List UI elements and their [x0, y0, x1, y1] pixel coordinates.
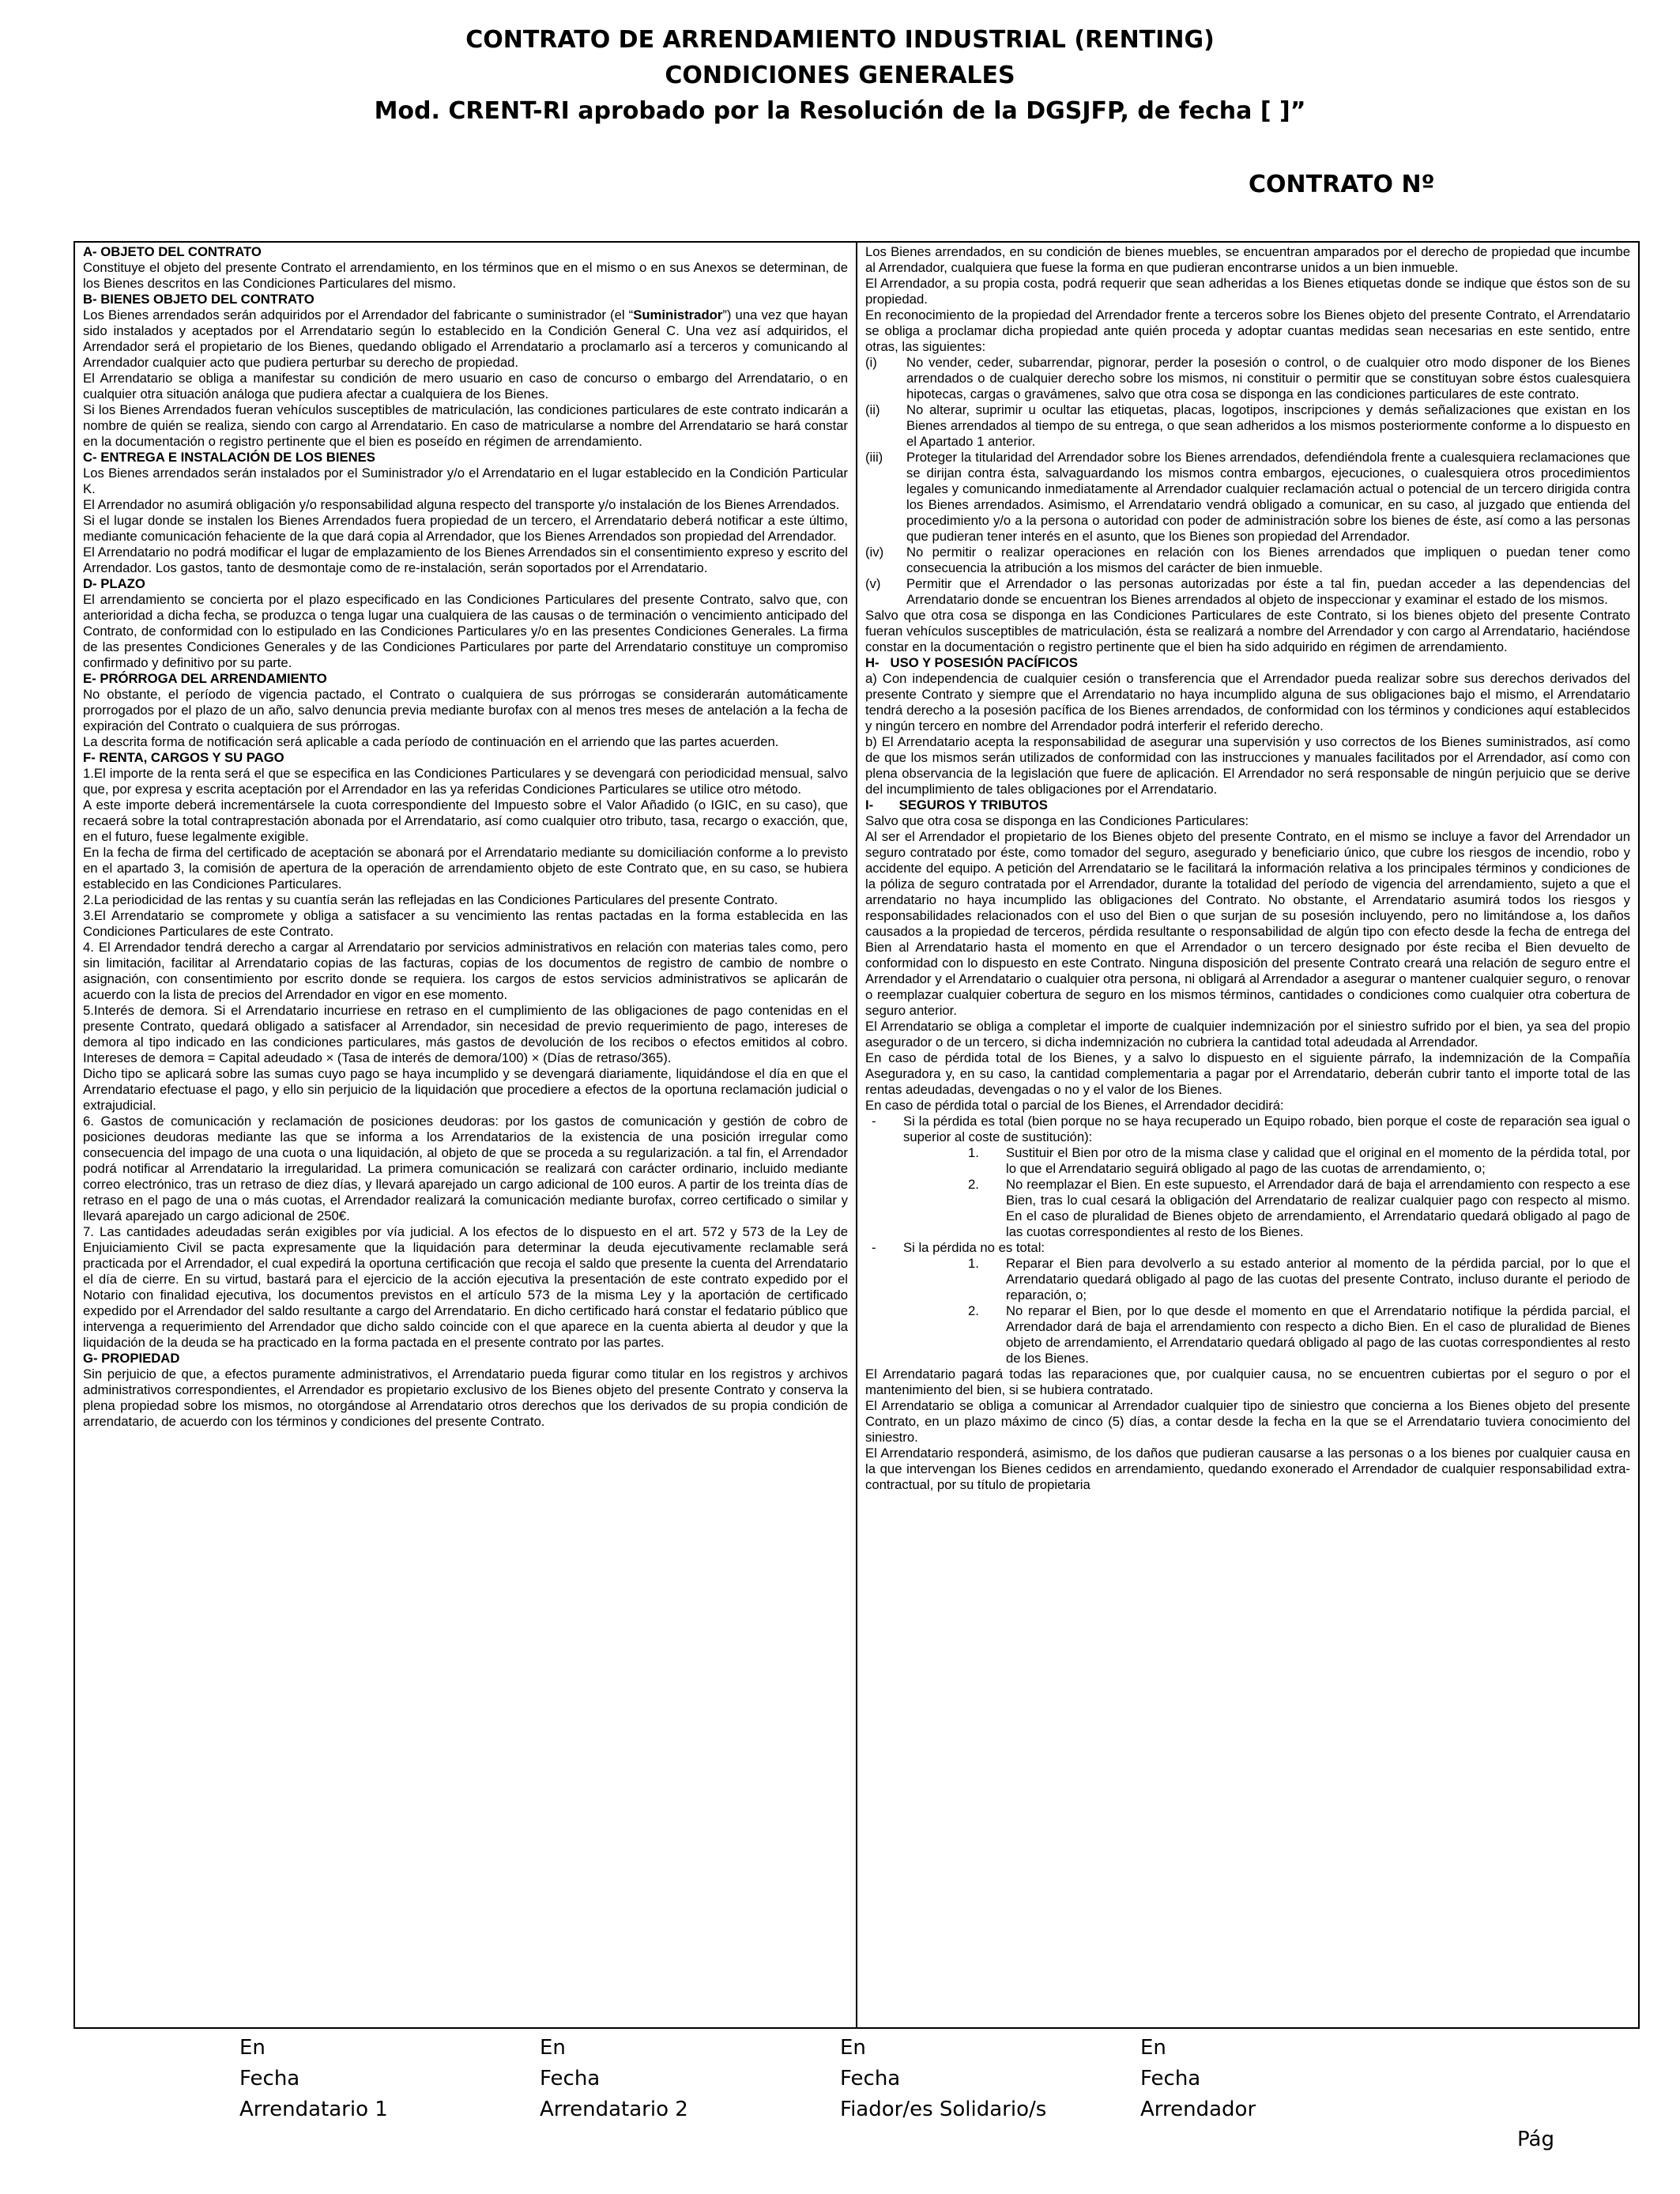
- paragraph: En reconocimiento de la propiedad del Arrendador frente a terceros sobre los Bienes objeto del presente Contrato, el Arrendatario se obliga a proclamar dicha propiedad ante quién proceda y adoptar cuantas medidas sean necesarias en este sentido, entre otras, las siguientes:: [865, 307, 1630, 354]
- text-run: Los Bienes arrendados serán adquiridos por el Arrendador del fabricante o suministrador (el “: [83, 307, 634, 322]
- section-d-title: D- PLAZO: [83, 576, 145, 591]
- paragraph: Los Bienes arrendados serán instalados por el Suministrador y/o el Arrendatario en el lugar establecido en la Condición Particular K.: [83, 466, 848, 496]
- paragraph: El Arrendador, a su propia costa, podrá requerir que sean adheridas a los Bienes etiquetas donde se indique que éstos son de su propiedad.: [865, 276, 1630, 307]
- list-item: [865, 545, 1630, 576]
- list-item-label: (iii): [865, 450, 883, 465]
- list-item-label: (v): [865, 576, 881, 591]
- document-title: CONTRATO DE ARRENDAMIENTO INDUSTRIAL (RENTING): [465, 26, 1215, 54]
- paragraph: 7. Las cantidades adeudadas serán exigibles por vía judicial. A los efectos de lo dispuesto en el art. 572 y 573 de la Ley de Enjuiciamiento Civil se pacta expresamente que la liquidación para determinar la deuda ejecutivamente reclamable será practicada por el Arrendador, el cual expedirá la oportuna certificación que recoja el saldo que presente la cuenta del Arrendatario el día de cierre. En su virtud, bastará para el ejercicio de la acción ejecutiva la presentación de este contrato expedido por el Notario con finalidad ejecutiva, los documentos previstos en el artículo 573 de la misma Ley y la aportación de certificado expedido por el Arrendador del saldo resultante a cargo del Arrendatario. En dicho certificado hará constar el fedatario público que intervenga a requerimiento del Arrendador que dicho saldo coincide con el que aparece en la cuenta abierta al deudor y que la liquidación de la deuda se ha practicado en la forma pactada en el presente contrato por las partes.: [83, 1224, 848, 1350]
- list-item-text: No permitir o realizar operaciones en relación con los Bienes arrendados que impliquen o puedan tener como consecuencia la atribución a los mismos del carácter de bien inmueble.: [906, 545, 1630, 575]
- paragraph: Sin perjuicio de que, a efectos puramente administrativos, el Arrendatario pueda figurar como titular en los registros y archivos administrativos correspondientes, el Arrendador es propietario exclusivo de los Bienes objeto del presente Contrato y conserva la plena propiedad sobre los mismos, no otorgándose al Arrendatario otros derechos que los derivados de su propia condición de arrendatario, de acuerdo con los términos y condiciones del presente Contrato.: [83, 1367, 848, 1429]
- list-item-text: No alterar, suprimir u ocultar las etiquetas, placas, logotipos, inscripciones y demás señalizaciones que existan en los Bienes arrendados al tiempo de su entrega, o que sean adheridos a los mismos posteriormente conforme a lo dispuesto en el Apartado 1 anterior.: [906, 402, 1630, 449]
- document-subtitle: CONDICIONES GENERALES: [665, 62, 1015, 89]
- signature-role: Fiador/es Solidario/s: [840, 2098, 1047, 2121]
- signature-date: Fecha: [239, 2067, 300, 2090]
- list-item-label: (iv): [865, 545, 884, 560]
- contract-number-label: CONTRATO Nº: [1249, 171, 1435, 198]
- dash-item: [865, 1114, 1630, 1145]
- paragraph: Al ser el Arrendador el propietario de los Bienes objeto del presente Contrato, en el mismo se incluye a favor del Arrendador un seguro contratado por éste, como tomador del seguro, asegurado y beneficiario único, que cubre los riesgos de incendio, robo y accidente del equipo. A petición del Arrendatario se le facilitará la información relativa a los principales términos y condiciones de la póliza de seguro contratada por el Arrendador, durante la totalidad del período de vigencia del arrendamiento, sujeto a que el arrendatario no haya incumplido las obligaciones del Contrato. No obstante, el Arrendatario asumirá todos los riesgos y responsabilidades relacionados con el uso del Bien o que surjan de su posesión incluyendo, pero no limitándose a, los daños causados a la propiedad de terceros, pérdida resultante o responsabilidad de algún tipo con efecto desde la fecha de entrega del Bien al Arrendatario hasta el momento en que el Arrendador o un tercero designado por éste reciba el Bien devuelto de conformidad con lo dispuesto en este Contrato. Ninguna disposición del presente Contrato creará una relación de seguro entre el Arrendador y el Arrendatario o cualquier otra persona, ni obligará al Arrendador a asegurar o mantener cualquier seguro, o renovar o reemplazar cualquier cobertura de seguro en los mismos términos, cantidades o condiciones como cualquier otra cobertura de seguro anterior.: [865, 829, 1630, 1018]
- numbered-text: No reparar el Bien, por lo que desde el momento en que el Arrendatario notifique la pérdida parcial, el Arrendador dará de baja el arrendamiento con respecto a dicho Bien. En el caso de pluralidad de Bienes objeto de arrendamiento, el Arrendatario quedará obligado al pago de las cuotas correspondientes al resto de los Bienes.: [1006, 1303, 1630, 1366]
- signature-fiador: [840, 2033, 1140, 2125]
- numbered-item: [865, 1256, 1630, 1303]
- paragraph: 6. Gastos de comunicación y reclamación de posiciones deudoras: por los gastos de comunicación y gestión de cobro de posiciones deudoras mediante las que se informa a los Arrendatarios de la existencia de una posición irregular como consecuencia del impago de una cuota o una liquidación, al objeto de que se proceda a su regularización. a tal fin, el Arrendador podrá notificar al Arrendatario la irregularidad. La primera comunicación se realizará con carácter ordinario, incluido mediante correo electrónico, tras un retraso de diez días, y llevará aparejado un cargo adicional de 100 euros. A partir de los treinta días de retraso en el pago de una o más cuotas, el Arrendador realizará la comunicación mediante burofax, correo certificado o similar y llevará aparejado un cargo adicional de 250€.: [83, 1114, 848, 1223]
- dash-text: Si la pérdida es total (bien porque no se haya recuperado un Equipo robado, bien porque el coste de reparación sea igual o superior al coste de sustitución):: [903, 1114, 1630, 1144]
- paragraph: Dicho tipo se aplicará sobre las sumas cuyo pago se haya incumplido y se devengará diariamente, liquidándose el día en que el Arrendatario efectuase el pago, y ello sin perjuicio de la liquidación que procediere a efectos de la oportuna reclamación judicial o extrajudicial.: [83, 1066, 848, 1113]
- numbered-item: [865, 1177, 1630, 1240]
- paragraph: 4. El Arrendador tendrá derecho a cargar al Arrendatario por servicios administrativos en relación con materias tales como, pero sin limitación, facilitar al Arrendatario copias de las facturas, copias de los documentos de registro de cambio de nombre o asignación, con consentimiento por escrito donde se requiera. los cargos de estos servicios administrativos se aplicarán de acuerdo con la lista de precios del Arrendador en vigor en ese momento.: [83, 940, 848, 1002]
- numbered-item: [865, 1145, 1630, 1177]
- document-header: [0, 22, 1680, 129]
- paragraph: [83, 307, 848, 371]
- paragraph: En la fecha de firma del certificado de aceptación se abonará por el Arrendatario mediante su domiciliación conforme a lo previsto en el apartado 3, la comisión de apertura de la operación de arrendamiento objeto de este Contrato que, en su caso, se hubiera establecido en las Condiciones Particulares.: [83, 845, 848, 892]
- signature-role: Arrendatario 1: [239, 2098, 388, 2121]
- paragraph: El Arrendatario se obliga a comunicar al Arrendador cualquier tipo de siniestro que concierna a los Bienes objeto del presente Contrato, en un plazo máximo de cinco (5) días, a contar desde la fecha en la que se el Arrendatario tuviera conocimiento del siniestro.: [865, 1398, 1630, 1445]
- paragraph: 1.El importe de la renta será el que se especifica en las Condiciones Particulares y se devengará con periodicidad mensual, salvo que, por expresa y escrita aceptación por el Arrendador en las ya referidas Condiciones Particulares se utilice otro método.: [83, 766, 848, 797]
- paragraph: El Arrendatario pagará todas las reparaciones que, por cualquier causa, no se encuentren cubiertas por el seguro o por el mantenimiento del bien, si se hubiera contratado.: [865, 1367, 1630, 1397]
- paragraph: En caso de pérdida total de los Bienes, y a salvo lo dispuesto en el siguiente párrafo, la indemnización de la Compañía Aseguradora y, en su caso, la cantidad complementaria a pagar por el Arrendatario, deberán cubrir tanto el importe total de las rentas adeudadas, devengadas o no y el valor de los Bienes.: [865, 1050, 1630, 1097]
- numbered-text: Sustituir el Bien por otro de la misma clase y calidad que el original en el momento de la pérdida total, por lo que el Arrendatario seguirá obligado al pago de las cuotas de arrendamiento, o;: [1006, 1145, 1630, 1176]
- signature-place: En: [1140, 2036, 1166, 2060]
- signature-date: Fecha: [1140, 2067, 1201, 2090]
- list-item: [865, 576, 1630, 608]
- number-label: 2.: [968, 1303, 979, 1318]
- paragraph: Si el lugar donde se instalen los Bienes Arrendados fuera propiedad de un tercero, el Arrendatario deberá notificar a este último, mediante comunicación fehaciente de la que dará copia al Arrendador, que los Bienes Arrendados son propiedad del Arrendador.: [83, 513, 848, 544]
- dash-text: Si la pérdida no es total:: [903, 1240, 1045, 1255]
- paragraph: Salvo que otra cosa se disponga en las Condiciones Particulares:: [865, 813, 1249, 828]
- paragraph: Los Bienes arrendados, en su condición de bienes muebles, se encuentran amparados por el derecho de propiedad que incumbe al Arrendador, cualquiera que fuese la forma en que pudieran encontrarse unidos a un bien inmueble.: [865, 244, 1630, 275]
- signature-arrendatario-2: [540, 2033, 840, 2125]
- paragraph: La descrita forma de notificación será aplicable a cada período de continuación en el arriendo que las partes acuerden.: [83, 734, 779, 749]
- signature-block: [239, 2033, 1441, 2125]
- list-item: [865, 450, 1630, 545]
- numbered-text: No reemplazar el Bien. En este supuesto, el Arrendador dará de baja el arrendamiento con respecto a ese Bien, tras lo cual cesará la obligación del Arrendatario de realizar cualquier pago con respecto al mismo. En el caso de pluralidad de Bienes objeto de arrendamiento, el Arrendatario quedará obligado al pago de las cuotas correspondientes al resto de los Bienes.: [1006, 1177, 1630, 1239]
- numbered-item: [865, 1303, 1630, 1367]
- list-item-text: Proteger la titularidad del Arrendador sobre los Bienes arrendados, defendiéndola frente a cualesquiera reclamaciones que se dirijan contra ésta, salvaguardando los mismos contra embargos, ejecuciones, o cualesquiera otros procedimientos legales y comunicando inmediatamente al Arrendador cualquier reclamación actual o potencial de un tercero dirigida contra los Bienes arrendados. Asimismo, el Arrendatario vendrá obligado a comunicar, en su caso, al juzgado que entienda del procedimiento y/o a la persona o autoridad con poder de administración sobre los bienes de éste, así como a las personas que pudieran tener interés en el asunto, que los Bienes son propiedad del Arrendador.: [906, 450, 1630, 544]
- conditions-table: [73, 241, 1640, 2029]
- list-item-label: (ii): [865, 402, 880, 417]
- section-f-title: F- RENTA, CARGOS Y SU PAGO: [83, 750, 284, 765]
- paragraph: Si los Bienes Arrendados fueran vehículos susceptibles de matriculación, las condiciones particulares de este contrato indicarán a nombre de quién se realiza, siendo con cargo al Arrendatario. En caso de matricularse a nombre del Arrendatario se hará constar en la documentación o registro pertinente que el bien es poseído en régimen de arrendamiento.: [83, 402, 848, 449]
- paragraph: El Arrendatario responderá, asimismo, de los daños que pudieran causarse a las personas o a los bienes por cualquier causa en la que intervengan los Bienes cedidos en arrendamiento, quedando exonerado el Arrendador de cualquier responsabilidad extra-contractual, por su título de propietaria: [865, 1446, 1630, 1492]
- dash-label: -: [872, 1114, 876, 1129]
- signature-date: Fecha: [540, 2067, 601, 2090]
- signature-place: En: [540, 2036, 566, 2060]
- paragraph: El Arrendatario se obliga a manifestar su condición de mero usuario en caso de concurso o embargo del Arrendatario, o en cualquier otra situación análoga que pudiera afectar a cualquiera de los Bienes.: [83, 371, 848, 401]
- section-c-title: C- ENTREGA E INSTALACIÓN DE LOS BIENES: [83, 450, 375, 465]
- section-a-title: A- OBJETO DEL CONTRATO: [83, 244, 262, 259]
- signature-date: Fecha: [840, 2067, 901, 2090]
- paragraph: b) El Arrendatario acepta la responsabilidad de asegurar una supervisión y uso correctos de los Bienes suministrados, así como de que los mismos serán utilizados de conformidad con las instrucciones y manuales facilitados por el Arrendador, así como con plena observancia de la legislación que fuere de aplicación. El Arrendador no será responsable de ningún perjuicio que se derive del incumplimiento de tales obligaciones por el Arrendatario.: [865, 734, 1630, 797]
- left-column: [75, 243, 856, 2027]
- list-item-label: (i): [865, 355, 877, 370]
- paragraph: 3.El Arrendatario se compromete y obliga a satisfacer a su vencimiento las rentas pactadas en la forma establecida en las Condiciones Particulares de este Contrato.: [83, 908, 848, 939]
- bold-term: Suministrador: [633, 307, 723, 322]
- section-g-title: G- PROPIEDAD: [83, 1351, 180, 1366]
- paragraph: Constituye el objeto del presente Contrato el arrendamiento, en los términos que en el mismo o en sus Anexos se determinan, de los Bienes descritos en las Condiciones Particulares del mismo.: [83, 260, 848, 291]
- paragraph: A este importe deberá incrementársele la cuota correspondiente del Impuesto sobre el Valor Añadido (o IGIC, en su caso), que recaerá sobre la total contraprestación abonada por el Arrendatario, así como cualquier otro tributo, tasa, recargo o exacción, que, en el futuro, fuese legalmente exigible.: [83, 797, 848, 844]
- page-number: Pág: [1517, 2128, 1554, 2151]
- paragraph: No obstante, el período de vigencia pactado, el Contrato o cualquiera de sus prórrogas se considerarán automáticamente prorrogados por el plazo de un año, salvo denuncia previa mediante burofax con al menos tres meses de antelación a la fecha de expiración del Contrato o cualquiera de sus prórrogas.: [83, 687, 848, 733]
- text-run: ”) una vez que hayan sido instalados y aceptados por el Arrendatario según lo establecido en la Condición General C. Una vez así adquiridos, el Arrendador será el propietario de los Bienes, quedando obligado el Arrendatario a proclamarlo así a terceros y comunicando al Arrendador cualquier acto que pudiera perturbar su derecho de propiedad.: [83, 307, 848, 370]
- list-item: [865, 402, 1630, 450]
- document-model-line: Mod. CRENT-RI aprobado por la Resolución de la DGSJFP, de fecha [ ]”: [374, 97, 1306, 125]
- section-e-title: E- PRÓRROGA DEL ARRENDAMIENTO: [83, 671, 327, 686]
- paragraph: Salvo que otra cosa se disponga en las Condiciones Particulares de este Contrato, si los bienes objeto del presente Contrato fueran vehículos susceptibles de matriculación, ésta se realizará a nombre del Arrendador y con cargo al Arrendatario, haciéndose constar en la documentación o registro pertinente que el bien ha sido adquirido en régimen de arrendamiento.: [865, 608, 1630, 654]
- paragraph: En caso de pérdida total o parcial de los Bienes, el Arrendador decidirá:: [865, 1098, 1284, 1113]
- dash-item: [865, 1240, 1630, 1256]
- signature-arrendador: [1140, 2033, 1441, 2125]
- paragraph: 5.Interés de demora. Si el Arrendatario incurriese en retraso en el cumplimiento de las obligaciones de pago contenidas en el presente Contrato, quedará obligado a satisfacer al Arrendador, sin necesidad de previo requerimiento de pago, intereses de demora al tipo indicado en las condiciones particulares, más gastos de devolución de los recibos o efectos emitidos al cobro. Intereses de demora = Capital adeudado × (Tasa de interés de demora/100) × (Días de retraso/365).: [83, 1003, 848, 1065]
- dash-label: -: [872, 1240, 876, 1255]
- number-label: 2.: [968, 1177, 979, 1192]
- section-b-title: B- BIENES OBJETO DEL CONTRATO: [83, 292, 315, 307]
- paragraph: El Arrendatario se obliga a completar el importe de cualquier indemnización por el siniestro sufrido por el bien, ya sea del propio asegurador o de un tercero, si dicha indemnización no cubriera la cantidad total adeudada al Arrendador.: [865, 1019, 1630, 1050]
- signature-place: En: [840, 2036, 866, 2060]
- paragraph: El Arrendatario no podrá modificar el lugar de emplazamiento de los Bienes Arrendados sin el consentimiento expreso y escrito del Arrendador. Los gastos, tanto de desmontaje como de re-instalación, serán soportados por el Arrendatario.: [83, 545, 848, 575]
- paragraph: a) Con independencia de cualquier cesión o transferencia que el Arrendador pueda realizar sobre sus derechos derivados del presente Contrato y siempre que el Arrendatario no haya incumplido alguna de sus obligaciones bajo el mismo, el Arrendatario tendrá derecho a la posesión pacífica de los Bienes arrendados, de conformidad con los términos y condiciones aquí establecidos y ningún tercero en nombre del Arrendador podrá interferir el referido derecho.: [865, 671, 1630, 733]
- paragraph: 2.La periodicidad de las rentas y su cuantía serán las reflejadas en las Condiciones Particulares del presente Contrato.: [83, 892, 778, 907]
- section-h-title: H- USO Y POSESIÓN PACÍFICOS: [865, 655, 1078, 670]
- right-column: [856, 243, 1638, 2027]
- number-label: 1.: [968, 1256, 979, 1271]
- signature-arrendatario-1: [239, 2033, 540, 2125]
- numbered-text: Reparar el Bien para devolverlo a su estado anterior al momento de la pérdida parcial, por lo que el Arrendatario quedará obligado al pago de las cuotas del presente Contrato, incluso durante el periodo de reparación, o;: [1006, 1256, 1630, 1302]
- list-item-text: Permitir que el Arrendador o las personas autorizadas por éste a tal fin, puedan acceder a las dependencias del Arrendatario donde se encuentran los Bienes arrendados al objeto de inspeccionar y examinar el estado de los mismos.: [906, 576, 1630, 607]
- signature-role: Arrendatario 2: [540, 2098, 688, 2121]
- paragraph: El Arrendador no asumirá obligación y/o responsabilidad alguna respecto del transporte y/o instalación de los Bienes Arrendados.: [83, 497, 840, 512]
- list-item-text: No vender, ceder, subarrendar, pignorar, perder la posesión o control, o de cualquier otro modo disponer de los Bienes arrendados o de cualquier derecho sobre los mismos, ni constituir o permitir que se constituyan sobre éstos cualesquiera hipotecas, cargas o gravámenes, salvo que otra cosa se disponga en las condiciones particulares de este contrato.: [906, 355, 1630, 401]
- signature-place: En: [239, 2036, 266, 2060]
- list-item: [865, 355, 1630, 402]
- paragraph: El arrendamiento se concierta por el plazo especificado en las Condiciones Particulares del presente Contrato, salvo que, con anterioridad a dicha fecha, se produzca o tenga lugar una cualquiera de las causas o de terminación o vencimiento anticipado del Contrato, de conformidad con lo estipulado en las Condiciones Particulares y/o en las presentes Condiciones Generales. La firma de las presentes Condiciones Generales y de las Condiciones Particulares por parte del Arrendatario constituye un compromiso confirmado y definitivo por su parte.: [83, 592, 848, 670]
- signature-role: Arrendador: [1140, 2098, 1256, 2121]
- section-i-title: I- SEGUROS Y TRIBUTOS: [865, 797, 1048, 812]
- number-label: 1.: [968, 1145, 979, 1160]
